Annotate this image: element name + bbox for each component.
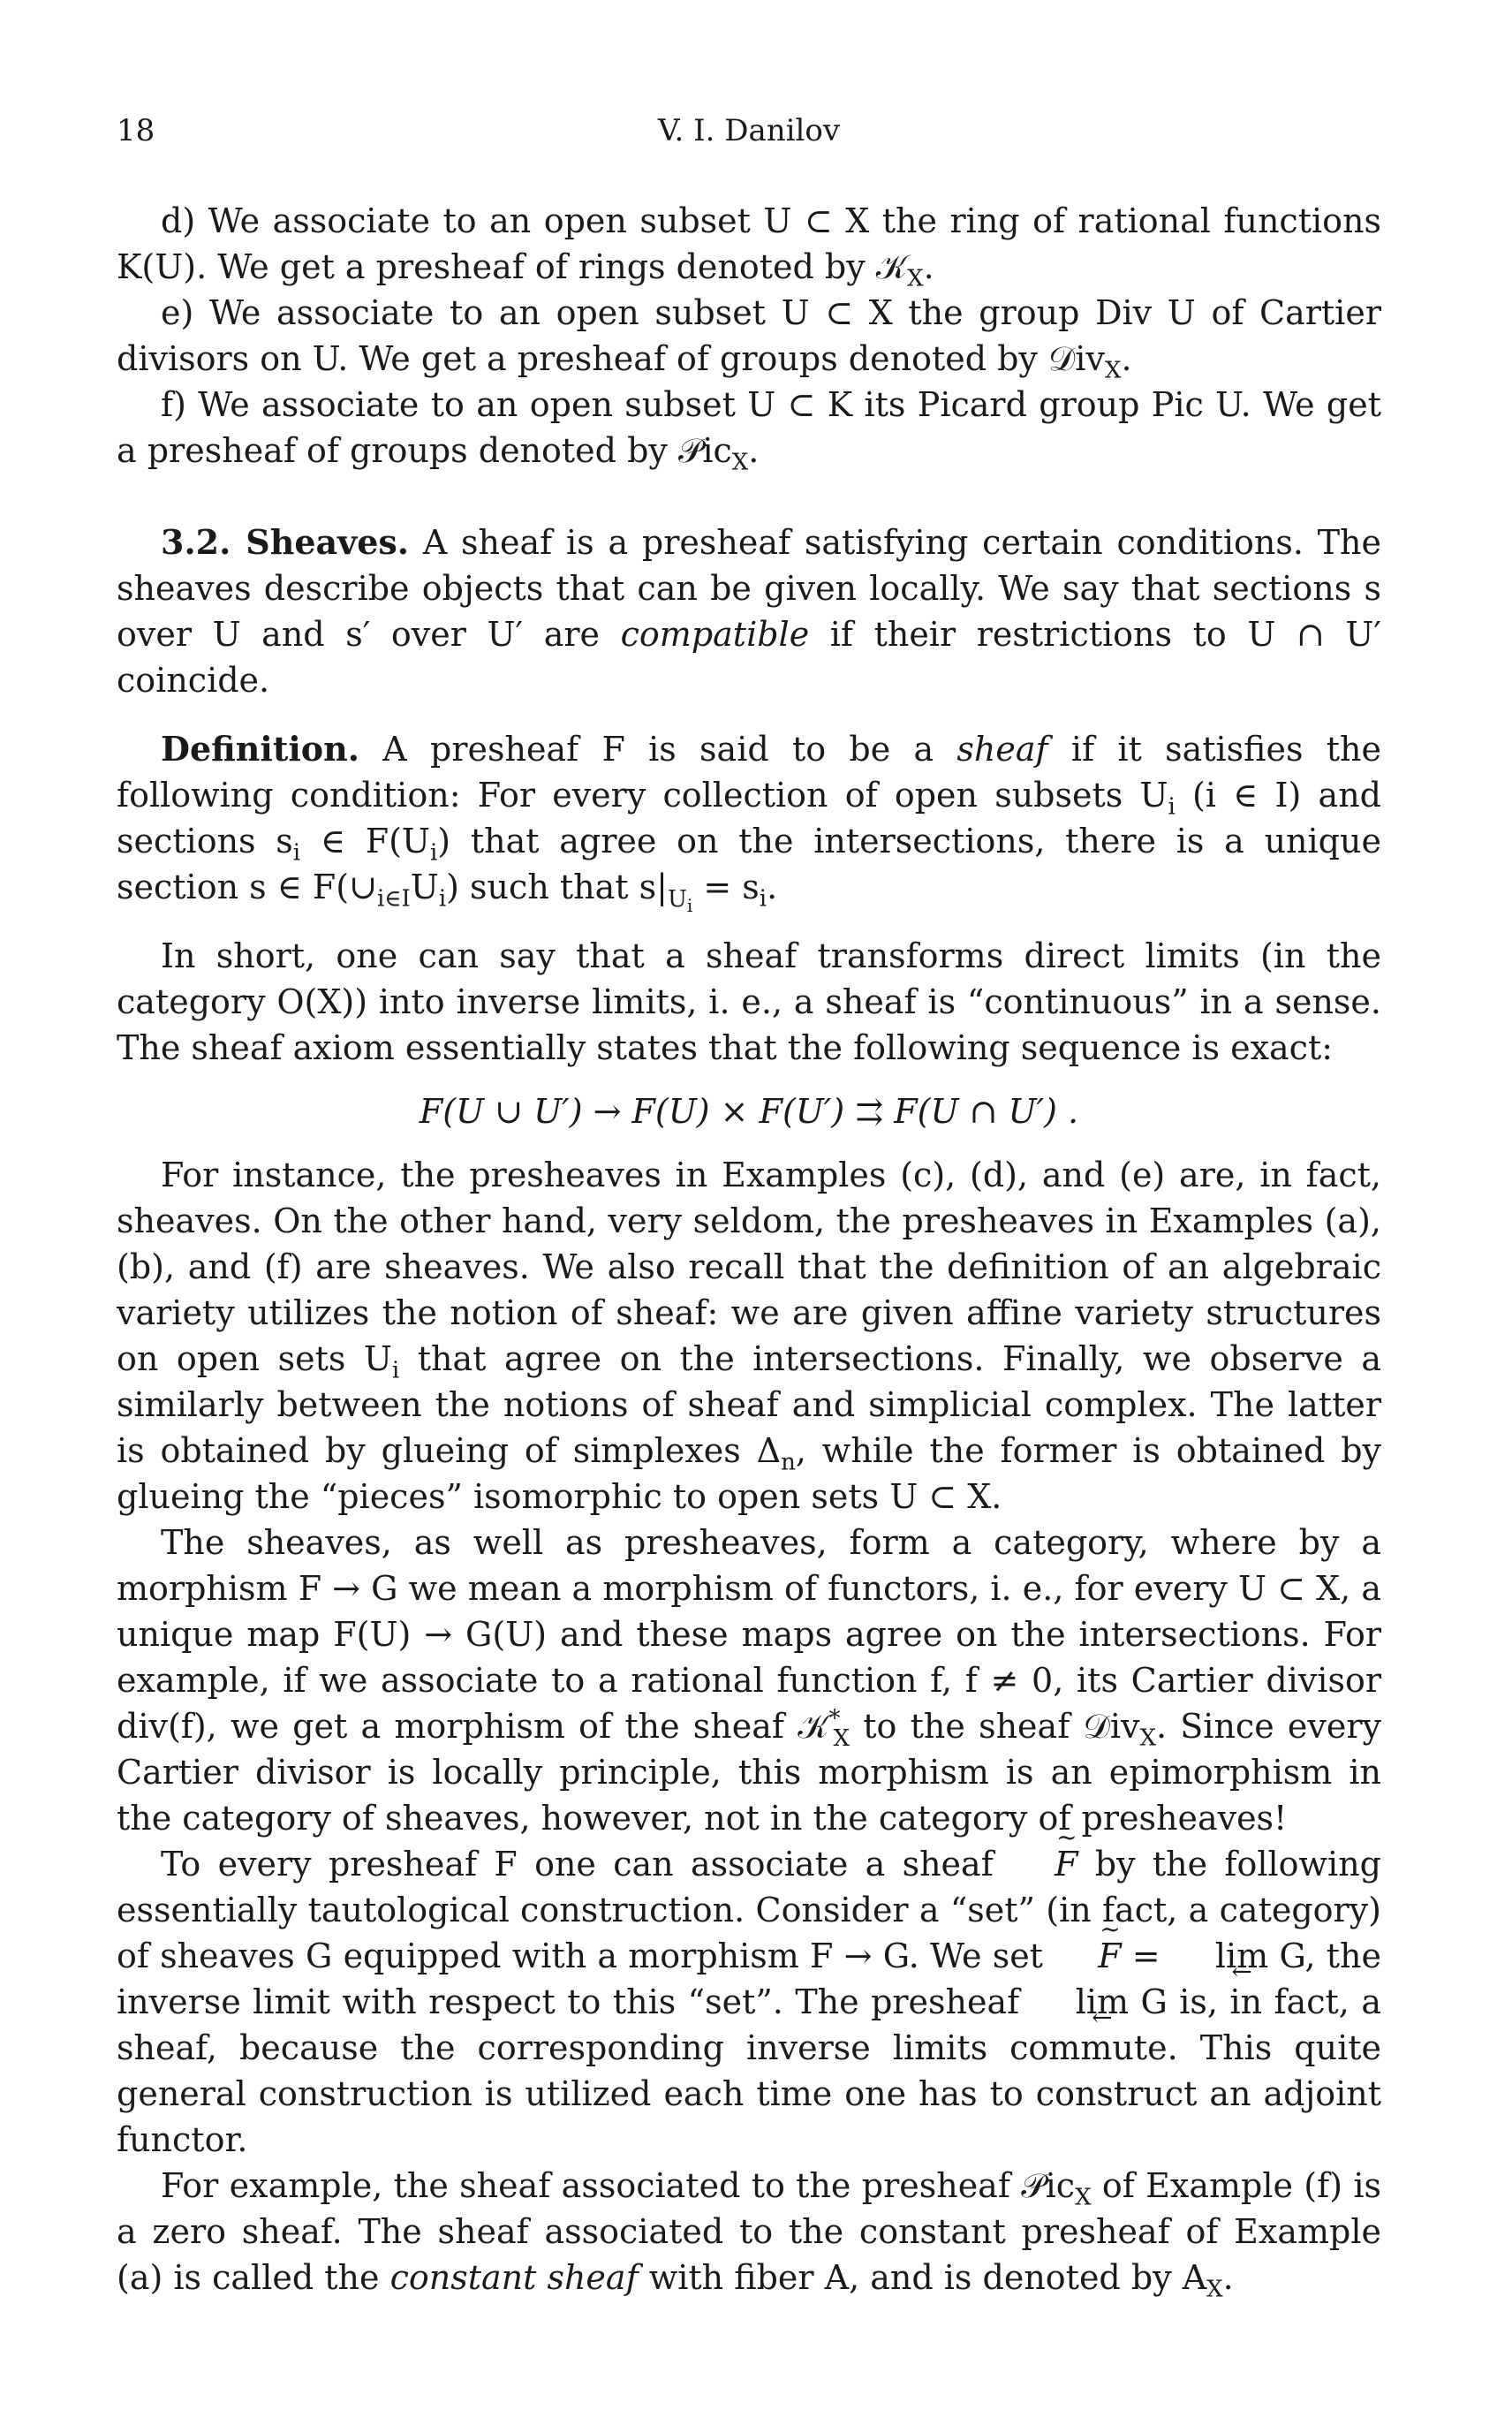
f-tilde: ~ F bbox=[1010, 1841, 1077, 1887]
section-title: 3.2. Sheaves. bbox=[161, 522, 410, 562]
paragraph-definition: Definition. A presheaf F is said to be a sheaf if it satisfies the following condition: For every collection of open subsets $U_i$ (i ∈ I) and sections $s_i$ ∈ $F(U_i)$ that agree on the intersections, there is a unique section s ∈ $F(\cup_{i\in I}U_i)$ such that $s|_{U_i} = s_i$. bbox=[117, 729, 1381, 916]
page bbox=[117, 106, 1381, 2303]
page-header bbox=[117, 106, 1381, 159]
inverse-limit: lim ← bbox=[1032, 1979, 1129, 2025]
paragraph-example-f: f) We associate to an open subset U ⊂ K its Picard group Pic U. We get a presheaf of groups denoted by 𝒫ic$_X$. bbox=[117, 385, 1381, 476]
running-head: V. I. Danilov bbox=[657, 113, 841, 148]
page-number: 18 bbox=[117, 113, 155, 148]
paragraph-in-short: In short, one can say that a sheaf transforms direct limits (in the category O(X)) into inverse limits, i. e., a sheaf is “continuous” in a sense. The sheaf axiom essentially states that the following sequence is exact: bbox=[117, 936, 1381, 1067]
display-equation: F(U ∪ U′) → F(U) × F(U′) ⇉ F(U ∩ U′) . bbox=[419, 1092, 1079, 1131]
f-tilde: ~ F bbox=[1054, 1933, 1121, 1979]
paragraph-morphism: The sheaves, as well as presheaves, form a category, where by a morphism F → G we mean a morphism of functors, i. e., for every U ⊂ X, a unique map F(U) → G(U) and these maps agree on the intersections. For example, if we associate to a rational function f, f ≠ 0, its Cartier divisor div(f), we get a morphism of the sheaf 𝒦*$_X$ to the sheaf 𝒟iv$_X$. Since every Cartier divisor is locally principle, this morphism is an epimorphism in the category of sheaves, however, not in the category of presheaves! bbox=[117, 1523, 1381, 1838]
paragraph-example-d: d) We associate to an open subset U ⊂ X the ring of rational functions K(U). We get a presheaf of rings denoted by 𝒦$_X$. bbox=[117, 201, 1381, 292]
paragraph-instance: For instance, the presheaves in Examples (c), (d), and (e) are, in fact, sheaves. On the other hand, very seldom, the presheaves in Examples (a), (b), and (f) are sheaves. We also recall that the definition of an algebraic variety utilizes the notion of sheaf: we are given affine variety structures on open sets $U_i$ that agree on the intersections. Finally, we observe a similarly between the notions of sheaf and simplicial complex. The latter is obtained by glueing of simplexes $\Delta_n$, while the former is obtained by glueing the “pieces” isomorphic to open sets U ⊂ X. bbox=[117, 1156, 1381, 1516]
definition-label: Definition. bbox=[161, 729, 360, 769]
paragraph-sheaves: 3.2. Sheaves. A sheaf is a presheaf satisfying certain conditions. The sheaves describe objects that can be given locally. We say that sections s over U and s′ over U′ are compatible if their restrictions to U ∩ U′ coincide. bbox=[117, 522, 1381, 700]
body-text bbox=[117, 198, 1381, 2303]
paragraph-example-zero-sheaf: For example, the sheaf associated to the presheaf 𝒫ic$_X$ of Example (f) is a zero sheaf. The sheaf associated to the constant presheaf of Example (a) is called the constant sheaf with fiber A, and is denoted by $A_X$. bbox=[117, 2166, 1381, 2303]
paragraph-associate: To every presheaf F one can associate a sheaf ~ F by the following essentially tautological construction. Consider a “set” (in fact, a category) of sheaves G equipped with a morphism F → G. We set ~ F = lim ← G, the inverse limit with respect to this “set”. The presheaf lim ← G is, in fact, a sheaf, because the corresponding inverse limits commute. This quite general construction is utilized each time one has to construct an adjoint functor. bbox=[117, 1841, 1381, 2163]
inverse-limit: lim ← bbox=[1171, 1933, 1268, 1979]
paragraph-example-e: e) We associate to an open subset U ⊂ X the group Div U of Cartier divisors on U. We get a presheaf of groups denoted by 𝒟iv$_X$. bbox=[117, 293, 1381, 384]
